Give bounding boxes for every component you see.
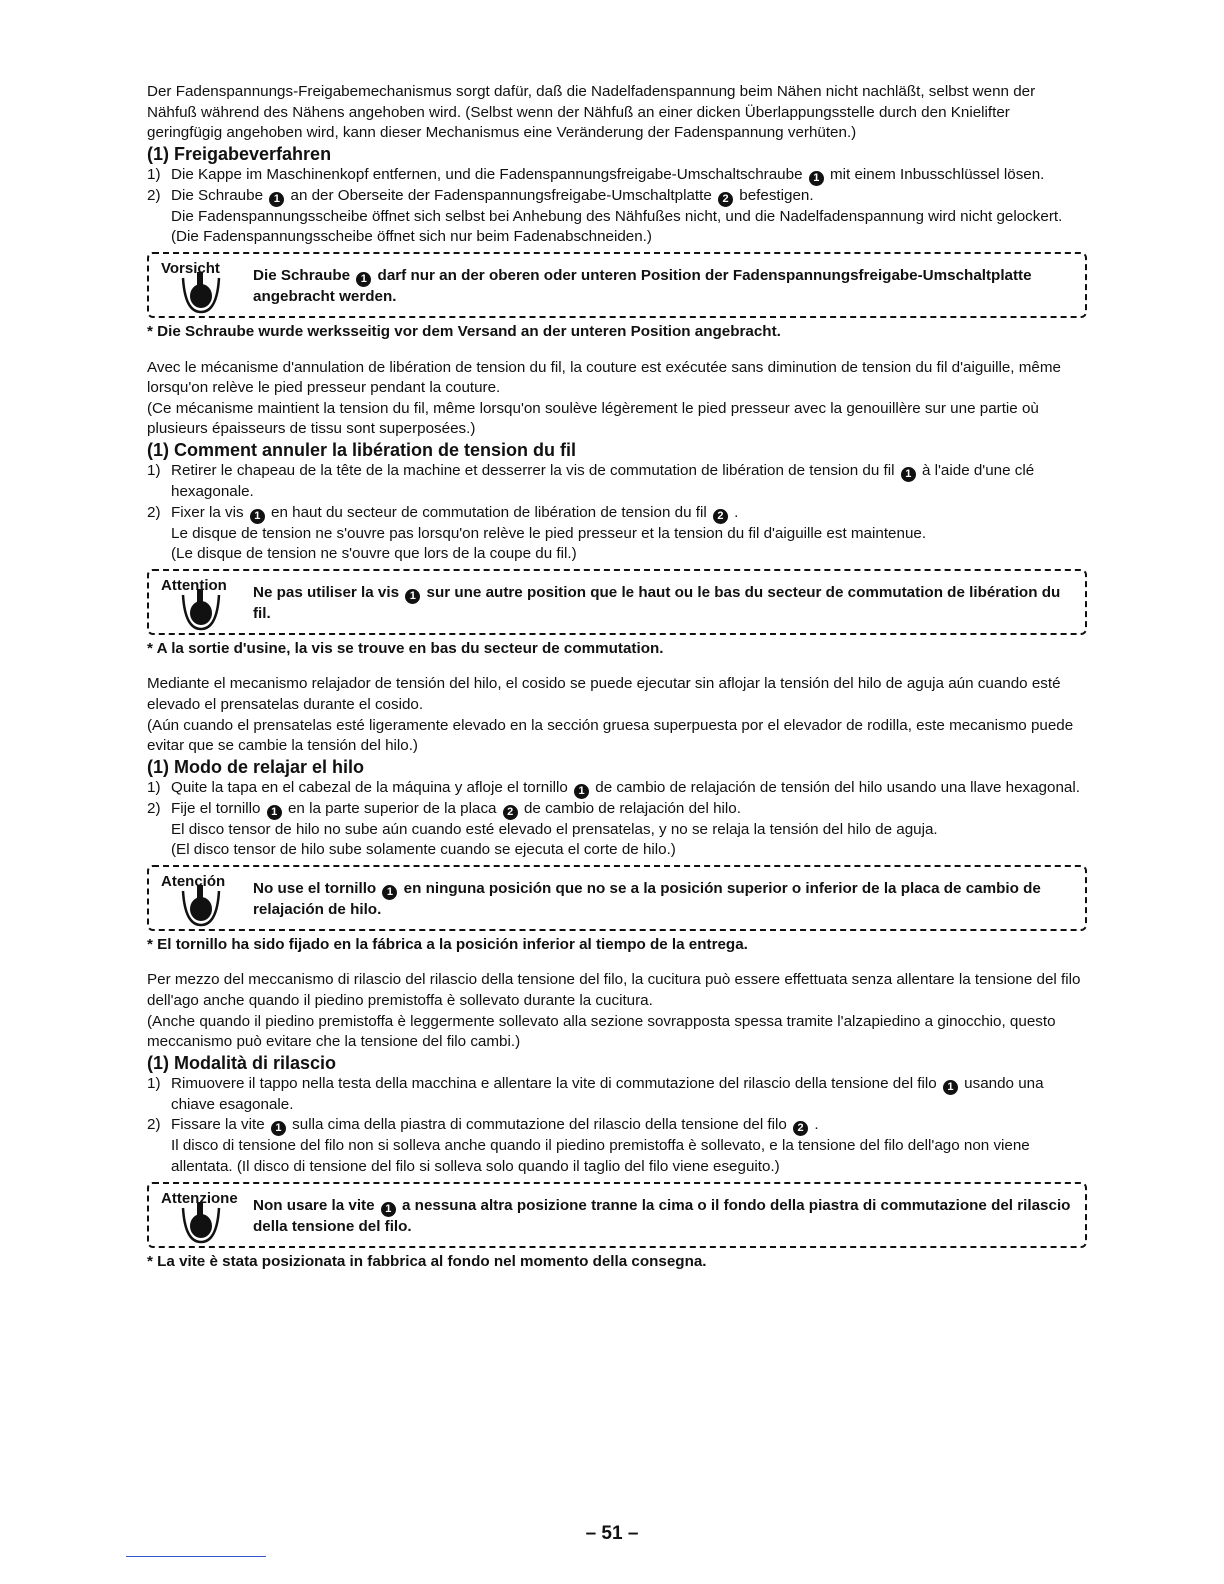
caution-label: Atención (161, 872, 226, 890)
caution-text-part: Die Schraube (253, 266, 351, 284)
step-text: usando una chiave esagonale. (171, 1074, 1044, 1113)
caution-label: Attention (161, 576, 227, 594)
caution-hand-icon (177, 885, 225, 927)
marker-2-icon: 2 (793, 1121, 808, 1136)
step-text: an der Oberseite der Fadenspannungsfreigabe-Umschaltplatte (290, 186, 712, 204)
step-text: en la parte superior de la placa (287, 799, 497, 817)
caution-box (147, 865, 1087, 931)
step-number: 1) (147, 165, 161, 183)
step-text: de cambio de relajación de tensión del hilo usando una llave hexagonal. (595, 778, 1080, 796)
caution-label: Attenzione (161, 1189, 238, 1207)
step-text: Retirer le chapeau de la tête de la machine et desserrer la vis de commutation de libération de tension du fil (171, 461, 895, 479)
step-text: en haut du secteur de commutation de libération de tension du fil (271, 503, 707, 521)
marker-2-icon: 2 (713, 509, 728, 524)
caution-badge (159, 571, 249, 633)
step-text: Quite la tapa en el cabezal de la máquina y afloje el tornillo (171, 778, 568, 796)
section-heading: (1) Modalità di rilascio (147, 1052, 337, 1073)
step-1 (147, 1074, 1087, 1116)
step-number: 2) (147, 186, 161, 204)
caution-text-part: sur une autre position que le haut ou le bas du secteur de commutation de libération du fil. (253, 583, 1061, 622)
step-text: Die Kappe im Maschinenkopf entfernen, und die Fadenspannungsfreigabe-Umschaltschraube (171, 165, 803, 183)
manual-page (147, 82, 1087, 1287)
caution-text-part: Non usare la vite (253, 1196, 375, 1214)
caution-badge (159, 867, 249, 929)
intro-paragraph: (Ce mécanisme maintient la tension du fil, même lorsqu'on soulève légèrement le pied presseur avec la genouillère sur une partie où plusieurs épaisseurs de tissu sont superposées.) (147, 399, 1039, 438)
step-continuation: (Le disque de tension ne s'ouvre que lors de la coupe du fil.) (171, 545, 577, 563)
caution-text-part: a nessuna altra posizione tranne la cima o il fondo della piastra di commutazione del rilascio della tensione del filo. (253, 1196, 1071, 1235)
marker-1-icon: 1 (381, 1202, 396, 1217)
section-es (147, 674, 1087, 955)
intro-paragraph: (Aún cuando el prensatelas esté ligeramente elevado en la sección gruesa superpuesta por el elevador de rodilla, este mecanismo puede evitar que se cambie la tensión del hilo.) (147, 716, 1074, 755)
step-2 (147, 503, 1087, 524)
marker-1-icon: 1 (901, 467, 916, 482)
step-number: 1) (147, 461, 161, 479)
step-text: mit einem Inbusschlüssel lösen. (829, 165, 1045, 183)
step-continuation: (El disco tensor de hilo sube solamente cuando se ejecuta el corte de hilo.) (171, 841, 676, 859)
step-text: Rimuovere il tappo nella testa della macchina e allentare la vite di commutazione del rilascio della tensione del filo (171, 1074, 937, 1092)
caution-text-part: en ninguna posición que no se a la posición superior o inferior de la placa de cambio de relajación de hilo. (253, 879, 1041, 918)
factory-note: * La vite è stata posizionata in fabbrica al fondo nel momento della consegna. (147, 1252, 707, 1270)
marker-1-icon: 1 (382, 885, 397, 900)
step-text: Fije el tornillo (171, 799, 261, 817)
factory-note: * A la sortie d'usine, la vis se trouve en bas du secteur de commutation. (147, 639, 664, 657)
marker-1-icon: 1 (271, 1121, 286, 1136)
factory-note: * Die Schraube wurde werksseitig vor dem Versand an der unteren Position angebracht. (147, 322, 781, 340)
caution-hand-icon (177, 589, 225, 631)
marker-2-icon: 2 (718, 192, 733, 207)
caution-text-part: No use el tornillo (253, 879, 377, 897)
caution-box (147, 1182, 1087, 1248)
caution-text (253, 583, 1071, 625)
section-fr (147, 358, 1087, 660)
marker-1-icon: 1 (267, 805, 282, 820)
intro-paragraph: Der Fadenspannungs-Freigabemechanismus sorgt dafür, daß die Nadelfadenspannung beim Nähen nicht nachläßt, selbst wenn der Nähfuß während des Nähens angehoben wird. (Selbst wenn der Nähfuß an einer dicken Überlappungsstelle durch den Knielifter geringfügig angehoben wird, kann dieser Mechanismus eine Veränderung der Fadenspannung verhüten.) (147, 83, 1036, 142)
marker-1-icon: 1 (405, 589, 420, 604)
caution-label: Vorsicht (161, 259, 220, 277)
section-de (147, 82, 1087, 343)
step-text: befestigen. (739, 186, 814, 204)
intro-paragraph: Per mezzo del meccanismo di rilascio del rilascio della tensione del filo, la cucitura può essere effettuata senza allentare la tensione del filo dell'ago anche quando il piedino premistoffa è sollevato durante la cucitura. (147, 971, 1081, 1010)
caution-badge (159, 254, 249, 316)
step-number: 2) (147, 799, 161, 817)
step-text: . (814, 1116, 819, 1134)
step-text: de cambio de relajación del hilo. (523, 799, 741, 817)
step-2 (147, 799, 1087, 820)
caution-text (253, 879, 1071, 921)
step-number: 1) (147, 778, 161, 796)
section-heading: (1) Freigabeverfahren (147, 143, 332, 164)
step-text: . (734, 503, 739, 521)
marker-1-icon: 1 (269, 192, 284, 207)
step-text: Die Schraube (171, 186, 264, 204)
section-heading: (1) Comment annuler la libération de tension du fil (147, 439, 577, 460)
intro-paragraph: Mediante el mecanismo relajador de tensión del hilo, el cosido se puede ejecutar sin aflojar la tensión del hilo de aguja aún cuando esté elevado el prensatelas durante el cosido. (147, 675, 1061, 713)
caution-box (147, 569, 1087, 635)
step-continuation: Die Fadenspannungsscheibe öffnet sich selbst bei Anhebung des Nähfußes nicht, und die Nadelfadenspannung wird nicht gelockert. (Die Fadenspannungsscheibe öffnet sich nur beim Fadenabschneiden.) (171, 207, 1063, 246)
step-number: 1) (147, 1074, 161, 1092)
caution-text-part: darf nur an der oberen oder unteren Position der Fadenspannungsfreigabe-Umschaltplatte angebracht werden. (253, 266, 1032, 305)
caution-hand-icon (177, 1202, 225, 1244)
step-continuation: El disco tensor de hilo no sube aún cuando esté elevado el prensatelas, y no se relaja la tensión del hilo de aguja. (171, 820, 938, 838)
step-2 (147, 1115, 1087, 1136)
caution-text (253, 1196, 1071, 1238)
step-number: 2) (147, 503, 161, 521)
step-number: 2) (147, 1116, 161, 1134)
step-text: Fissare la vite (171, 1116, 265, 1134)
step-text: à l'aide d'une clé hexagonale. (171, 461, 1035, 500)
marker-1-icon: 1 (574, 784, 589, 799)
section-it (147, 970, 1087, 1272)
caution-hand-icon (177, 272, 225, 314)
marker-1-icon: 1 (250, 509, 265, 524)
footer-rule (126, 1556, 266, 1557)
step-1 (147, 461, 1087, 503)
factory-note: * El tornillo ha sido fijado en la fábrica a la posición inferior al tiempo de la entrega. (147, 935, 748, 953)
marker-1-icon: 1 (943, 1080, 958, 1095)
caution-box (147, 252, 1087, 318)
step-text: Fixer la vis (171, 503, 244, 521)
step-2 (147, 186, 1087, 207)
page-number: – 51 – (585, 1523, 639, 1544)
marker-2-icon: 2 (503, 805, 518, 820)
marker-1-icon: 1 (809, 171, 824, 186)
step-1 (147, 165, 1087, 186)
intro-paragraph: (Anche quando il piedino premistoffa è leggermente sollevato alla sezione sovrapposta spessa tramite l'alzapiedino a ginocchio, questo meccanismo può evitare che la tensione del filo cambi.) (147, 1012, 1056, 1051)
step-1 (147, 778, 1087, 799)
caution-badge (159, 1184, 249, 1246)
caution-text (253, 266, 1071, 308)
step-continuation: Il disco di tensione del filo non si solleva anche quando il piedino premistoffa è sollevato, e la tensione del filo dell'ago non viene allentata. (Il disco di tensione del filo si solleva solo quando il taglio del filo viene eseguito.) (171, 1137, 1030, 1176)
caution-text-part: Ne pas utiliser la vis (253, 583, 400, 601)
marker-1-icon: 1 (356, 272, 371, 287)
step-text: sulla cima della piastra di commutazione del rilascio della tensione del filo (292, 1116, 787, 1134)
section-heading: (1) Modo de relajar el hilo (147, 756, 365, 777)
intro-paragraph: Avec le mécanisme d'annulation de libération de tension du fil, la couture est exécutée sans diminution de tension du fil d'aiguille, même lorsqu'on relève le pied presseur pendant la couture. (147, 358, 1061, 397)
step-continuation: Le disque de tension ne s'ouvre pas lorsqu'on relève le pied presseur et la tension du fil d'aiguille est maintenue. (171, 524, 927, 542)
